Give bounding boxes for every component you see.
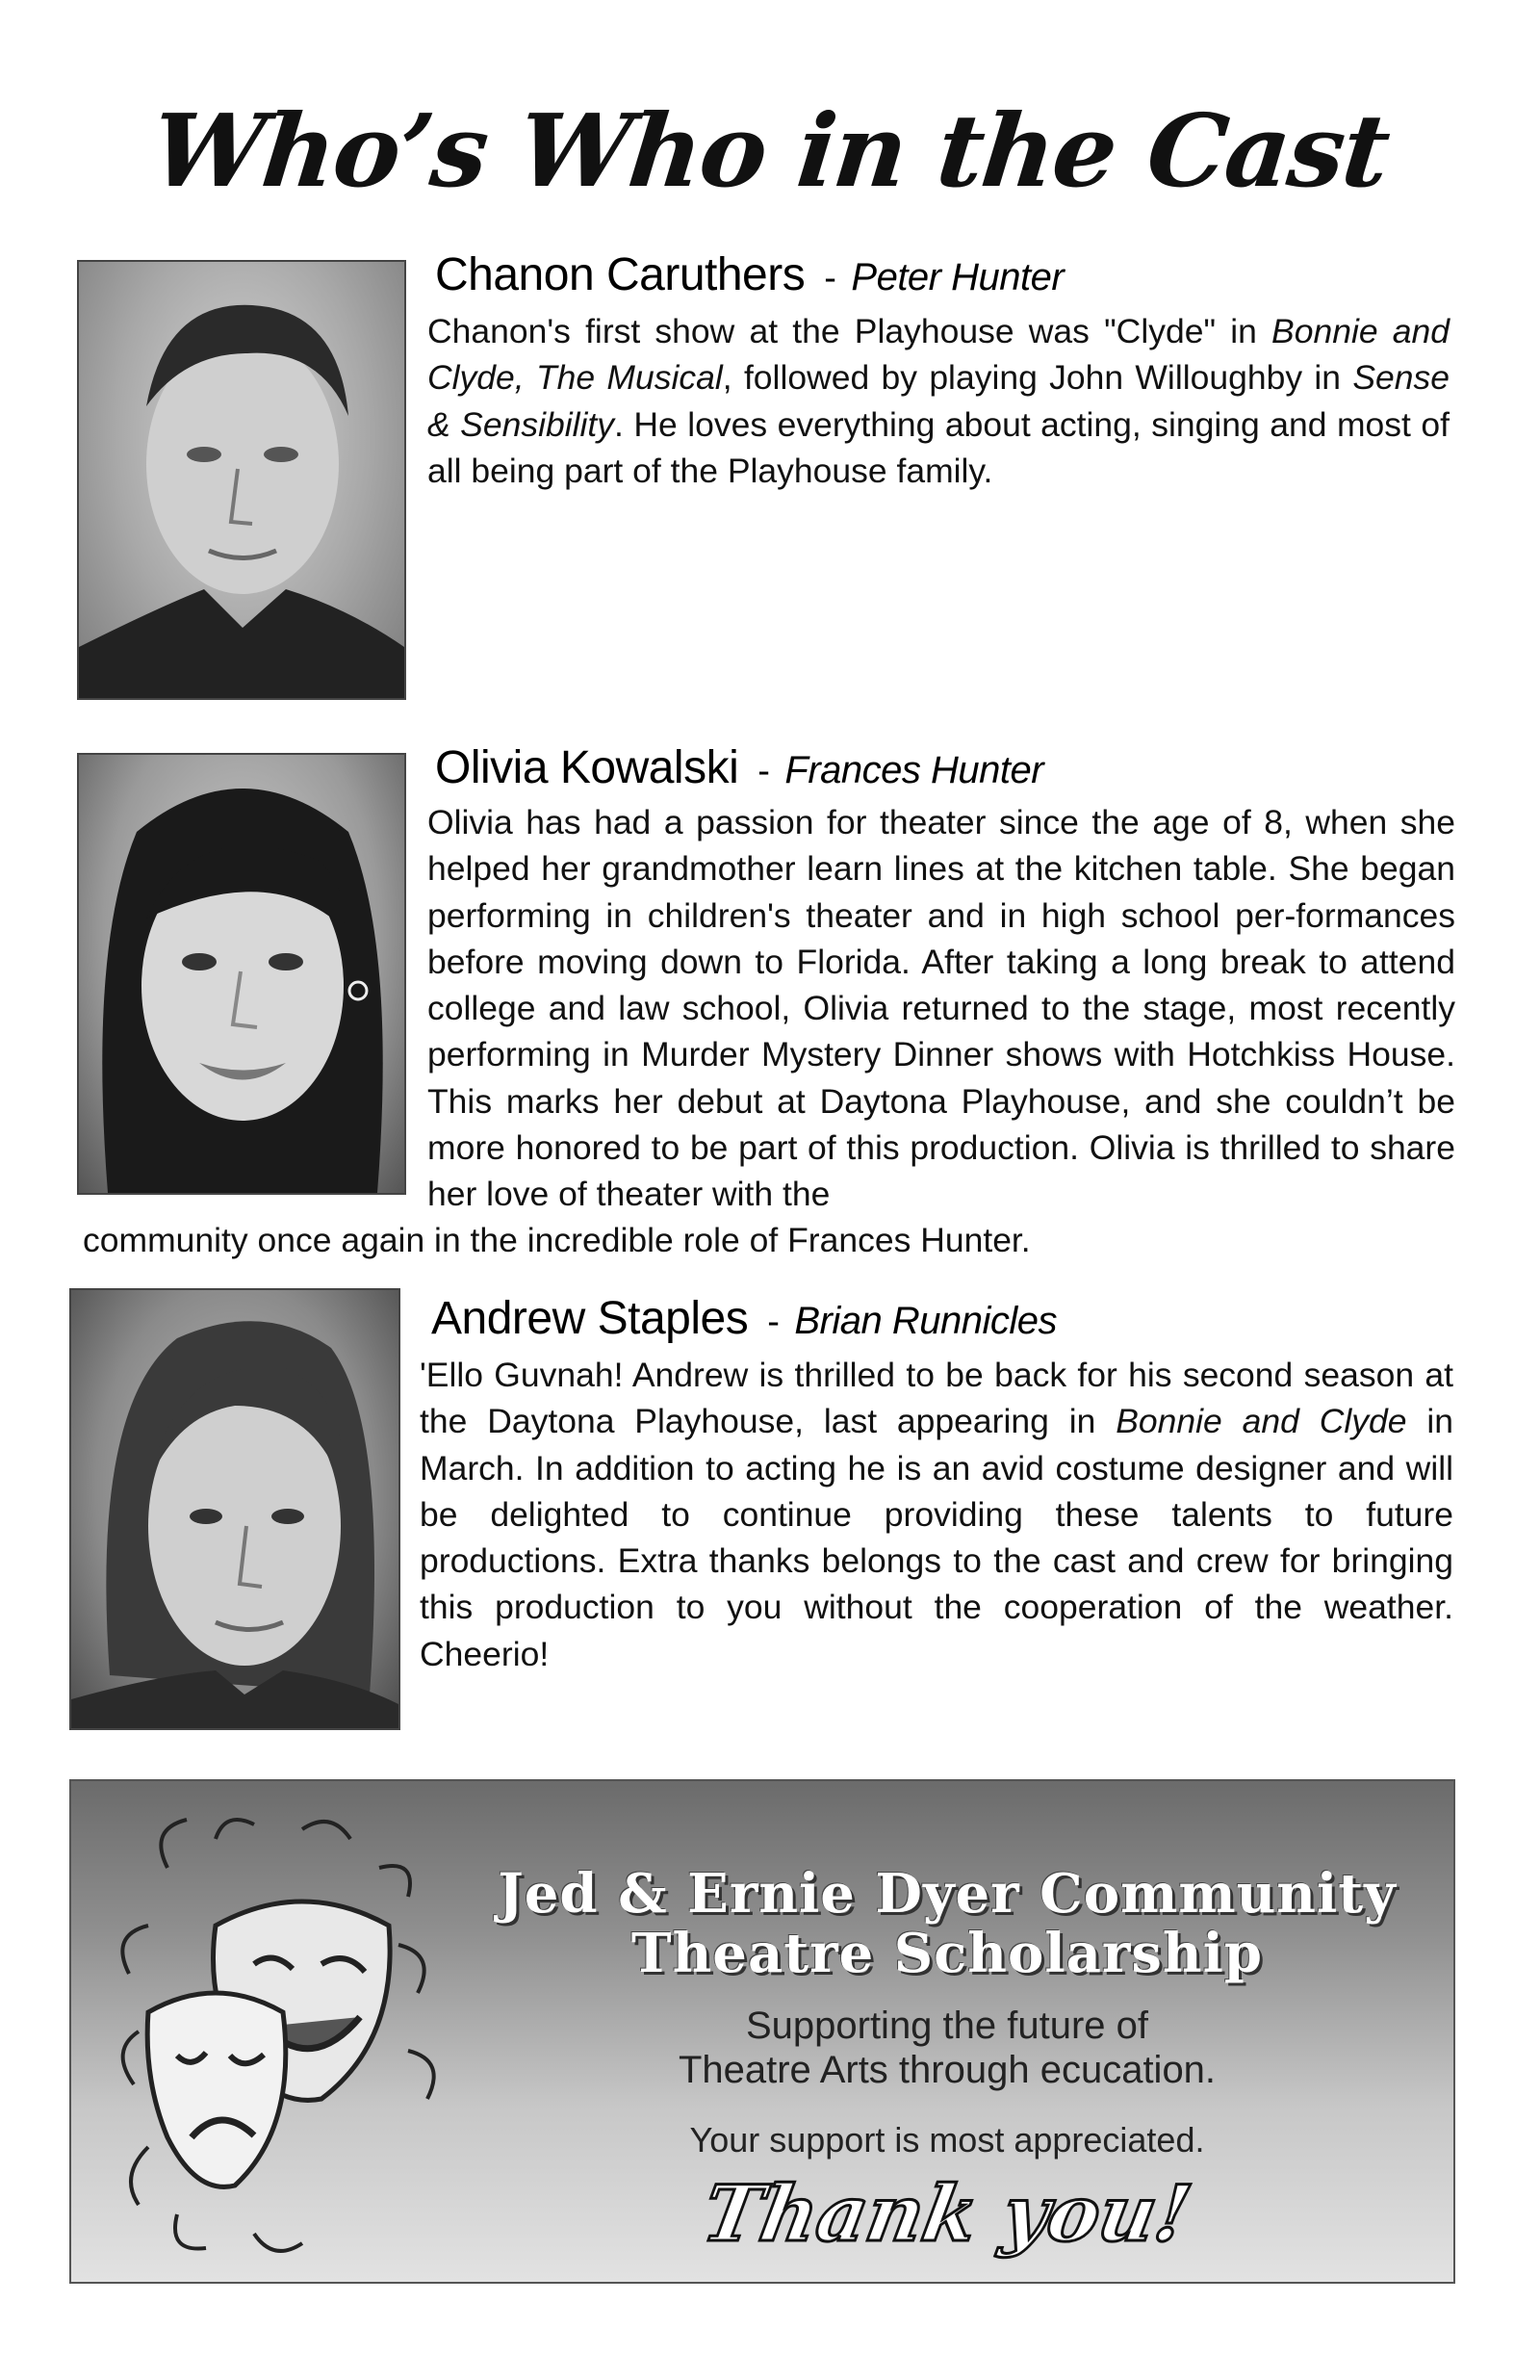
cast-role: Frances Hunter bbox=[784, 749, 1044, 791]
bio-text: Chanon's first show at the Playhouse was "Clyde" in bbox=[427, 312, 1272, 350]
cast-role: Peter Hunter bbox=[851, 256, 1065, 298]
bio-olivia-wrap: community once again in the incredible role of Frances Hunter. bbox=[83, 1221, 1031, 1259]
page-title: Who’s Who in the Cast bbox=[146, 91, 1394, 210]
theatre-masks-icon bbox=[110, 1810, 475, 2263]
headshot-olivia-kowalski bbox=[77, 753, 406, 1195]
cast-name-chanon bbox=[435, 248, 1064, 301]
cast-name-text: Chanon Caruthers bbox=[435, 249, 806, 300]
headshot-chanon-caruthers bbox=[77, 260, 406, 700]
bio-text: 'Ello Guvnah! Andrew is thrilled to be back for his second season at the Daytona Playhouse, last appearing in bbox=[420, 1356, 1453, 1441]
cast-name-text: Andrew Staples bbox=[431, 1293, 749, 1344]
thank-you-script: Thank you! bbox=[696, 2168, 1198, 2259]
bio-andrew bbox=[420, 1352, 1453, 1677]
bio-title-italic: Bonnie and Clyde, The Musical bbox=[427, 312, 1450, 398]
bio-text: in March. In addition to acting he is an avid costume designer and will be delighted to continue providing these talents to future productions. Extra thanks belongs to the cast and crew for bringing this production to you without the cooperation of the weather. Cheerio! bbox=[420, 1402, 1453, 1673]
name-role-dash: - bbox=[824, 258, 836, 298]
bio-text: , followed by playing John Willoughby in bbox=[722, 358, 1353, 398]
cast-name-olivia bbox=[435, 741, 1043, 794]
name-role-dash: - bbox=[757, 751, 770, 791]
scholarship-title-line2: Theatre Scholarship bbox=[630, 1922, 1264, 1985]
cast-name-andrew bbox=[431, 1292, 1057, 1345]
bio-text: . He loves everything about acting, singing and most of all being part of the Playhouse family. bbox=[427, 404, 1450, 490]
scholarship-title-line1: Jed & Ernie Dyer Community bbox=[498, 1862, 1397, 1926]
cast-name-text: Olivia Kowalski bbox=[435, 742, 739, 793]
bio-title-italic: Sense & Sensibility bbox=[427, 358, 1450, 444]
scholarship-appreciation: Your support is most appreciated. bbox=[689, 2120, 1205, 2160]
bio-chanon bbox=[427, 308, 1450, 494]
name-role-dash: - bbox=[767, 1302, 780, 1342]
scholarship-tagline-2: Theatre Arts through ecucation. bbox=[678, 2049, 1217, 2091]
headshot-andrew-staples bbox=[69, 1288, 400, 1730]
cast-role: Brian Runnicles bbox=[794, 1300, 1057, 1342]
scholarship-banner bbox=[69, 1779, 1455, 2284]
bio-olivia: Olivia has had a passion for theater since the age of 8, when she helped her grandmother learn lines at the kitchen table. She began performing in children's theater and in high school per-formances before moving down to Florida. After taking a long break to attend college and law school, Olivia returned to the stage, most recently performing in Murder Mystery Dinner shows with Hotchkiss House. This marks her debut at Daytona Playhouse, and she couldn’t be more honored to be part of this production. Olivia is thrilled to share her love of theater with the bbox=[427, 803, 1455, 1214]
bio-title-italic: Bonnie and Clyde bbox=[1116, 1402, 1407, 1441]
scholarship-tagline-1: Supporting the future of bbox=[745, 2005, 1149, 2047]
